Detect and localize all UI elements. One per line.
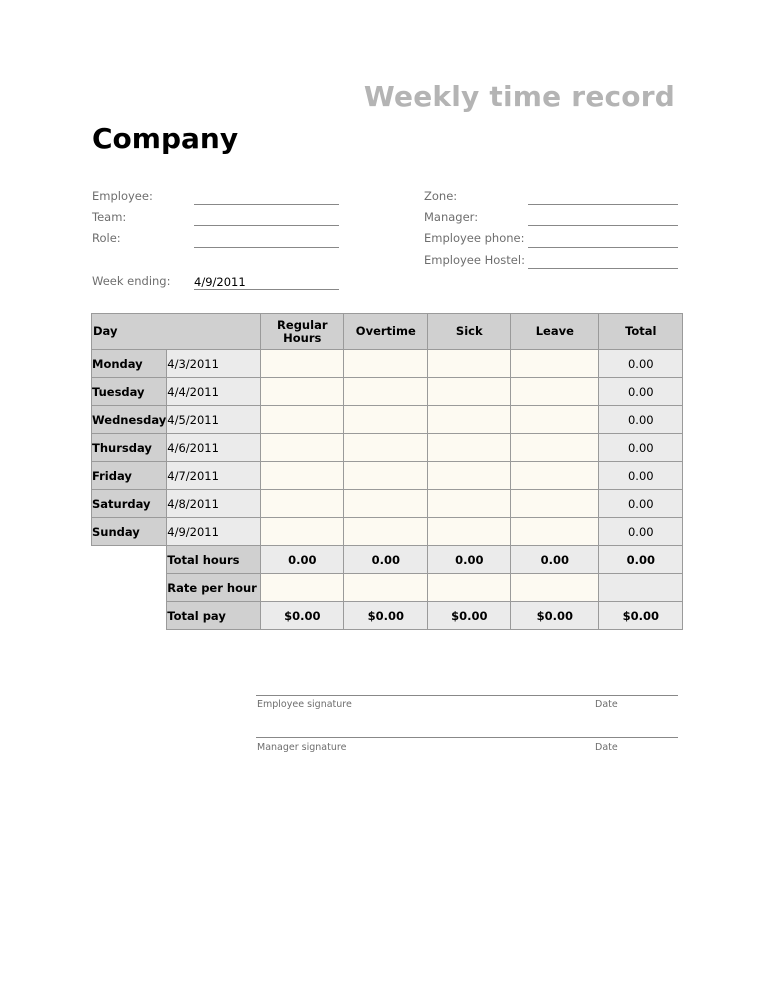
rate-sick-cell[interactable] bbox=[428, 574, 511, 602]
sick-cell[interactable] bbox=[428, 406, 511, 434]
employee-field[interactable] bbox=[194, 191, 339, 205]
row-day: Friday bbox=[92, 462, 167, 490]
manager-label: Manager: bbox=[424, 210, 479, 224]
manager-date-label: Date bbox=[595, 742, 618, 753]
regular-hours-cell[interactable] bbox=[261, 406, 344, 434]
role-label: Role: bbox=[92, 231, 121, 245]
team-label: Team: bbox=[92, 210, 127, 224]
employee-label: Employee: bbox=[92, 189, 153, 203]
leave-cell[interactable] bbox=[511, 518, 599, 546]
employee-hostel-label: Employee Hostel: bbox=[424, 253, 525, 267]
regular-hours-cell[interactable] bbox=[261, 490, 344, 518]
row-day: Thursday bbox=[92, 434, 167, 462]
employee-hostel-field[interactable] bbox=[528, 255, 678, 269]
pay-sick: $0.00 bbox=[428, 602, 511, 630]
regular-hours-cell[interactable] bbox=[261, 518, 344, 546]
overtime-cell[interactable] bbox=[344, 434, 428, 462]
table-row bbox=[92, 462, 683, 490]
row-total: 0.00 bbox=[599, 350, 683, 378]
employee-date-label: Date bbox=[595, 699, 618, 710]
total-hours-label: Total hours bbox=[167, 546, 261, 574]
spacer-cell bbox=[92, 602, 167, 630]
header-day: Day bbox=[92, 314, 261, 350]
sick-cell[interactable] bbox=[428, 434, 511, 462]
table-row bbox=[92, 490, 683, 518]
leave-cell[interactable] bbox=[511, 462, 599, 490]
rate-per-hour-label: Rate per hour bbox=[167, 574, 261, 602]
employee-phone-field[interactable] bbox=[528, 234, 678, 248]
leave-cell[interactable] bbox=[511, 434, 599, 462]
table-row bbox=[92, 518, 683, 546]
row-total: 0.00 bbox=[599, 434, 683, 462]
sick-cell[interactable] bbox=[428, 490, 511, 518]
row-date: 4/6/2011 bbox=[167, 434, 261, 462]
total-regular-hours: 0.00 bbox=[261, 546, 344, 574]
rate-total-cell bbox=[599, 574, 683, 602]
table-row bbox=[92, 350, 683, 378]
sick-cell[interactable] bbox=[428, 378, 511, 406]
table-row bbox=[92, 406, 683, 434]
rate-overtime-cell[interactable] bbox=[344, 574, 428, 602]
table-row bbox=[92, 378, 683, 406]
role-field[interactable] bbox=[194, 234, 339, 248]
row-day: Wednesday bbox=[92, 406, 167, 434]
leave-cell[interactable] bbox=[511, 406, 599, 434]
employee-signature-line[interactable] bbox=[256, 695, 678, 696]
manager-signature-line[interactable] bbox=[256, 737, 678, 738]
sick-cell[interactable] bbox=[428, 462, 511, 490]
pay-total: $0.00 bbox=[599, 602, 683, 630]
table-header-row bbox=[92, 314, 683, 350]
header-sick: Sick bbox=[428, 314, 511, 350]
overtime-cell[interactable] bbox=[344, 378, 428, 406]
pay-regular: $0.00 bbox=[261, 602, 344, 630]
pay-leave: $0.00 bbox=[511, 602, 599, 630]
row-total: 0.00 bbox=[599, 378, 683, 406]
spacer-cell bbox=[92, 574, 167, 602]
overtime-cell[interactable] bbox=[344, 462, 428, 490]
company-name: Company bbox=[92, 122, 239, 155]
row-date: 4/5/2011 bbox=[167, 406, 261, 434]
row-day: Saturday bbox=[92, 490, 167, 518]
overtime-cell[interactable] bbox=[344, 406, 428, 434]
regular-hours-cell[interactable] bbox=[261, 434, 344, 462]
regular-hours-cell[interactable] bbox=[261, 350, 344, 378]
regular-hours-cell[interactable] bbox=[261, 378, 344, 406]
header-total: Total bbox=[599, 314, 683, 350]
rate-regular-cell[interactable] bbox=[261, 574, 344, 602]
leave-cell[interactable] bbox=[511, 378, 599, 406]
row-day: Tuesday bbox=[92, 378, 167, 406]
row-date: 4/7/2011 bbox=[167, 462, 261, 490]
overtime-cell[interactable] bbox=[344, 490, 428, 518]
total-pay-row bbox=[92, 602, 683, 630]
manager-signature-label: Manager signature bbox=[257, 742, 347, 753]
header-regular-hours: Regular Hours bbox=[261, 314, 344, 350]
leave-cell[interactable] bbox=[511, 490, 599, 518]
document-title: Weekly time record bbox=[363, 80, 675, 113]
row-date: 4/9/2011 bbox=[167, 518, 261, 546]
employee-signature-label: Employee signature bbox=[257, 699, 352, 710]
total-hours-grand: 0.00 bbox=[599, 546, 683, 574]
pay-overtime: $0.00 bbox=[344, 602, 428, 630]
row-day: Monday bbox=[92, 350, 167, 378]
zone-label: Zone: bbox=[424, 189, 458, 203]
overtime-cell[interactable] bbox=[344, 518, 428, 546]
employee-phone-label: Employee phone: bbox=[424, 231, 525, 245]
timesheet-table bbox=[91, 313, 683, 630]
zone-field[interactable] bbox=[528, 191, 678, 205]
spacer-cell bbox=[92, 546, 167, 574]
row-date: 4/4/2011 bbox=[167, 378, 261, 406]
rate-leave-cell[interactable] bbox=[511, 574, 599, 602]
total-leave: 0.00 bbox=[511, 546, 599, 574]
sick-cell[interactable] bbox=[428, 350, 511, 378]
regular-hours-cell[interactable] bbox=[261, 462, 344, 490]
header-leave: Leave bbox=[511, 314, 599, 350]
week-ending-label: Week ending: bbox=[92, 274, 171, 288]
row-date: 4/8/2011 bbox=[167, 490, 261, 518]
row-total: 0.00 bbox=[599, 406, 683, 434]
total-overtime: 0.00 bbox=[344, 546, 428, 574]
header-overtime: Overtime bbox=[344, 314, 428, 350]
total-pay-label: Total pay bbox=[167, 602, 261, 630]
row-day: Sunday bbox=[92, 518, 167, 546]
sick-cell[interactable] bbox=[428, 518, 511, 546]
leave-cell[interactable] bbox=[511, 350, 599, 378]
team-field[interactable] bbox=[194, 212, 339, 226]
table-row bbox=[92, 434, 683, 462]
overtime-cell[interactable] bbox=[344, 350, 428, 378]
total-hours-row bbox=[92, 546, 683, 574]
week-ending-field[interactable]: 4/9/2011 bbox=[194, 276, 339, 290]
manager-field[interactable] bbox=[528, 212, 678, 226]
row-total: 0.00 bbox=[599, 462, 683, 490]
total-sick: 0.00 bbox=[428, 546, 511, 574]
row-total: 0.00 bbox=[599, 518, 683, 546]
row-total: 0.00 bbox=[599, 490, 683, 518]
row-date: 4/3/2011 bbox=[167, 350, 261, 378]
rate-per-hour-row bbox=[92, 574, 683, 602]
